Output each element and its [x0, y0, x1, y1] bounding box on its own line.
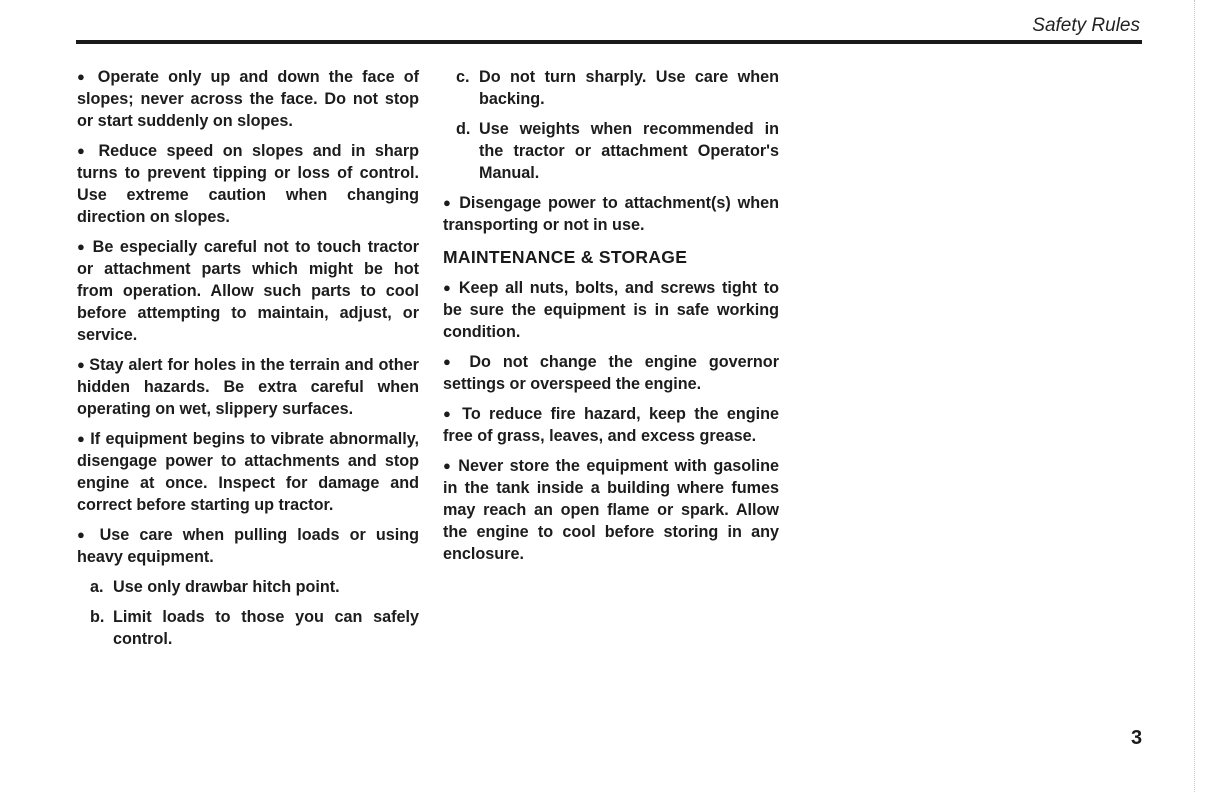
- safety-bullet: ● Do not change the engine governor settings or overspeed the engine.: [443, 351, 779, 395]
- subitem-text: Do not turn sharply. Use care when backing.: [479, 68, 779, 108]
- subitem-letter: d.: [456, 120, 471, 138]
- safety-bullet: ● Operate only up and down the face of slopes; never across the face. Do not stop or start suddenly on slopes.: [77, 66, 419, 132]
- safety-bullet: ● Be especially careful not to touch tractor or attachment parts which might be hot from operation. Allow such parts to cool before attempting to maintain, adjust, or service.: [77, 236, 419, 346]
- safety-bullet: ● If equipment begins to vibrate abnormally, disengage power to attachments and stop engine at once. Inspect for damage and correct before starting up tractor.: [77, 428, 419, 516]
- safety-subitem: [443, 66, 779, 110]
- safety-bullet: ● Disengage power to attachment(s) when transporting or not in use.: [443, 192, 779, 236]
- safety-bullet: ● Reduce speed on slopes and in sharp turns to prevent tipping or loss of control. Use extreme caution when changing direction on slopes.: [77, 140, 419, 228]
- header-rule: [76, 40, 1142, 44]
- safety-subitem: [77, 606, 419, 650]
- safety-bullet: ● Keep all nuts, bolts, and screws tight to be sure the equipment is in safe working condition.: [443, 277, 779, 343]
- safety-bullet: ● Never store the equipment with gasoline in the tank inside a building where fumes may reach an open flame or spark. Allow the engine to cool before storing in any enclosure.: [443, 455, 779, 565]
- right-column: [443, 66, 779, 573]
- subitem-letter: c.: [456, 68, 470, 86]
- subitem-text: Use weights when recommended in the tractor or attachment Operator's Manual.: [479, 120, 779, 182]
- subitem-letter: a.: [90, 578, 104, 596]
- left-column: [77, 66, 419, 658]
- page-header-title: Safety Rules: [1032, 15, 1140, 36]
- subitem-text: Use only drawbar hitch point.: [113, 578, 340, 596]
- page-number: 3: [1131, 727, 1143, 749]
- safety-bullet: ● To reduce fire hazard, keep the engine free of grass, leaves, and excess grease.: [443, 403, 779, 447]
- safety-subitem: [77, 576, 419, 598]
- subitem-text: Limit loads to those you can safely control.: [113, 608, 419, 648]
- safety-bullet: ● Stay alert for holes in the terrain and other hidden hazards. Be extra careful when operating on wet, slippery surfaces.: [77, 354, 419, 420]
- subitem-letter: b.: [90, 608, 105, 626]
- page-edge-dotted-line: [1194, 0, 1196, 792]
- safety-bullet: ● Use care when pulling loads or using heavy equipment.: [77, 524, 419, 568]
- safety-subitem: [443, 118, 779, 184]
- section-heading: MAINTENANCE & STORAGE: [443, 247, 688, 267]
